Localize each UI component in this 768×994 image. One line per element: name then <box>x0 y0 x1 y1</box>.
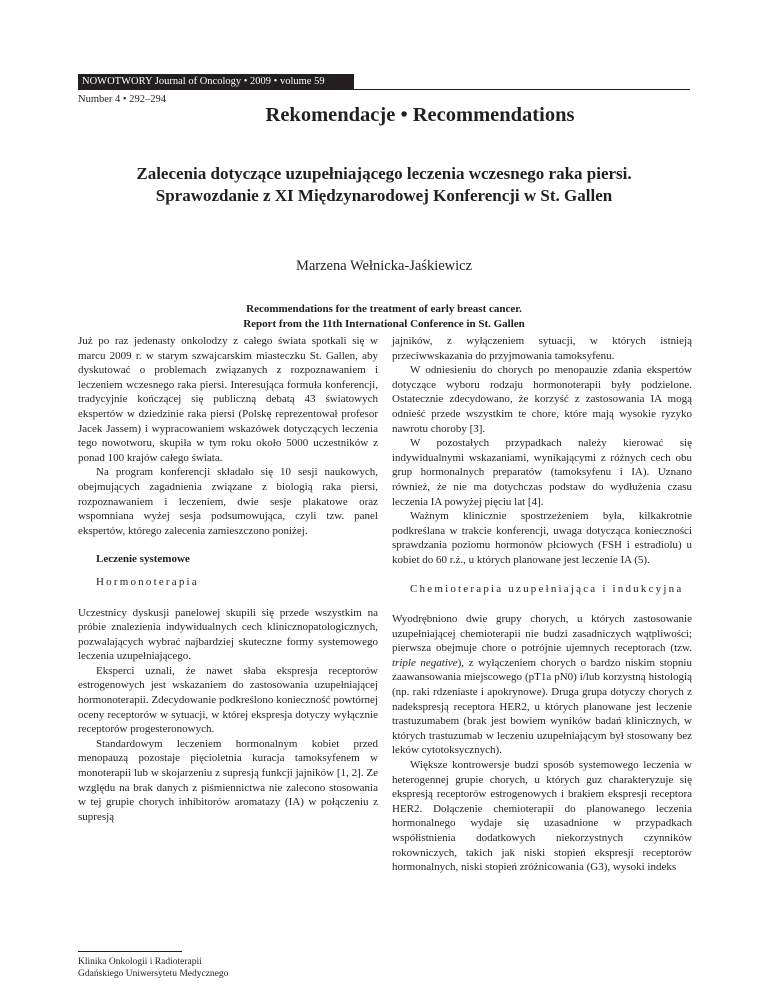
postmenopause-paragraph-2: W pozostałych przypadkach należy kierować się indywidualnymi wskazaniami, wynikającymi z różnych cech obu grup hormonalnych preparatów (tamoksyfenu i IA). Uznano również, że nie ma dotychczas podstaw do wydłużenia czasu leczenia IA powyżej pięciu lat [4]. <box>392 437 692 508</box>
section-heading: Rekomendacje • Recommendations <box>265 104 575 126</box>
journal-banner: NOWOTWORY Journal of Oncology • 2009 • volume 59 <box>78 74 354 89</box>
affiliation <box>78 957 228 980</box>
title-en-line-1: Recommendations for the treatment of early breast cancer. <box>246 303 522 315</box>
hormonotherapy-paragraph-2: Eksperci uznali, że nawet słaba ekspresja receptorów estrogenowych jest wskazaniem do zastosowania uzupełniającej hormonoterapii. Zdecydowanie podkreślono konieczność powtórnej oceny receptorów w sytuacji, w której ekspresja dotyczy wyłącznie receptorów progesteronowych. <box>78 664 378 736</box>
affiliation-line-2: Gdańskiego Uniwersytetu Medycznego <box>78 968 229 979</box>
heading-systemic-treatment: Leczenie systemowe <box>96 553 190 566</box>
title-pl-line-2: Sprawozdanie z XI Międzynarodowej Konferencji w St. Gallen <box>155 186 613 205</box>
title-pl-line-1: Zalecenia dotyczące uzupełniającego leczenia wczesnego raka piersi. <box>136 164 632 183</box>
right-column <box>392 334 692 875</box>
chemo-text-b: ), z wyłączeniem chorych o bardzo niskim stopniu zaawansowania miejscowego (pT1a pN0) i/lub korzystną histologią (np. raki rdzeniaste i apokrynowe). Druga grupa dotyczy chorych z nadekspresją receptora HER2, u których planowane jest leczenie trastuzumabem (brak jest bowiem wyników badań klinicznych, w których trastuzumab w leczeniu uzupełniającym był stosowany bez leków cytotoksycznych). <box>392 656 692 757</box>
hormonotherapy-paragraph-1: Uczestnicy dyskusji panelowej skupili się przede wszystkim na próbie znalezienia indywidualnych cech klinicznopatologicznych, pozwalających wybrać najbardziej skuteczne formy systemowego leczenia uzupełniającego. <box>78 606 378 663</box>
author-name: Marzena Wełnicka-Jaśkiewicz <box>295 258 473 274</box>
left-column <box>78 334 378 824</box>
heading-chemotherapy: Chemioterapia uzupełniająca i indukcyjna <box>410 582 684 595</box>
affiliation-rule <box>78 951 182 952</box>
chemo-text-emphasis: triple negative <box>392 656 458 669</box>
postmenopause-paragraph-1: W odniesieniu do chorych po menopauzie zdania ekspertów dotyczące wyboru rodzaju hormonoterapii były podzielone. Ostatecznie zdecydowano, że korzyść z zastosowania IA mogą odnieść przede wszystkim te chore, które mają wysokie ryzyko nawrotu choroby [3]. <box>392 364 692 435</box>
postmenopause-paragraph-3: Ważnym klinicznie spostrzeżeniem była, kilkakrotnie podkreślana w trakcie konferencji, uwaga dotycząca konieczności sprawdzania poziomu hormonów płciowych (FSH i estradiolu) u kobiet do 60 r.ż., u których planowane jest leczenie IA (5). <box>392 510 692 566</box>
header-rule <box>78 89 690 90</box>
article-title-en <box>78 302 690 332</box>
article-title-pl <box>78 163 690 207</box>
hormonotherapy-paragraph-3: Standardowym leczeniem hormonalnym kobiet przed menopauzą pozostaje pięcioletnia kuracja tamoksyfenem w monoterapii lub w skojarzeniu z supresją funkcji jajników [1, 2]. Ze względu na brak danych z piśmiennictwa nie zalecono stosowania w tej grupie chorych inhibitorów aromatazy (IA) w połączeniu z supresją <box>78 737 378 823</box>
chemotherapy-paragraph-1 <box>392 612 692 758</box>
title-en-line-2: Report from the 11th International Conference in St. Gallen <box>243 318 525 330</box>
intro-paragraph-2: Na program konferencji składało się 10 sesji naukowych, obejmujących zagadnienia związane z biologią raka piersi, rozpoznawaniem i leczeniem, dwie sesje plakatowe oraz wspomniana wyżej sesja podsumowująca, czyli tzw. panel ekspertów, którego zalecenia zamieszczono poniżej. <box>78 466 378 537</box>
chemotherapy-paragraph-2: Większe kontrowersje budzi sposób systemowego leczenia w heterogennej grupie chorych, u których guz charakteryzuje się ekspresją receptorów estrogenowych i brakiem ekspresji receptora HER2. Dołączenie chemioterapii do planowanego leczenia hormonalnego wydaje się uzasadnione w przypadkach współistnienia dodatkowych niekorzystnych czynników rokowniczych, takich jak niski stopień ekspresji receptorów hormonalnych, niski stopień zróżnicowania (G3), wysoki indeks <box>392 759 692 874</box>
affiliation-line-1: Klinika Onkologii i Radioterapii <box>78 957 202 967</box>
chemo-text-a: Wyodrębniono dwie grupy chorych, u których zastosowanie uzupełniającej chemioterapii nie budzi zasadniczych wątpliwości; pierwsza obejmuje chore o potrójnie ujemnych receptorach (tzw. <box>392 613 692 655</box>
hormonotherapy-continuation: jajników, z wyłączeniem sytuacji, w których istnieją przeciwwskazania do przyjmowania tamoksyfenu. <box>392 335 692 362</box>
intro-paragraph-1: Już po raz jedenasty onkolodzy z całego świata spotkali się w marcu 2009 r. w starym szwajcarskim miasteczku St. Gallen, aby dyskutować o problemach związanych z rozpoznawaniem i leczeniem wczesnego raka piersi. Interesująca formuła konferencji, tradycyjnie kończącej się publiczną debatą 43 światowych ekspertów w dziedzinie raka piersi (Polskę reprezentował profesor Jacek Jassem) i wypracowaniem wskazówek dotyczących leczenia tego nowotworu, skupiła w tym roku około 5000 uczestników z ponad 100 krajów całego świata. <box>78 335 378 464</box>
heading-hormonotherapy: Hormonoterapia <box>96 575 199 588</box>
issue-info: Number 4 • 292–294 <box>78 94 166 105</box>
